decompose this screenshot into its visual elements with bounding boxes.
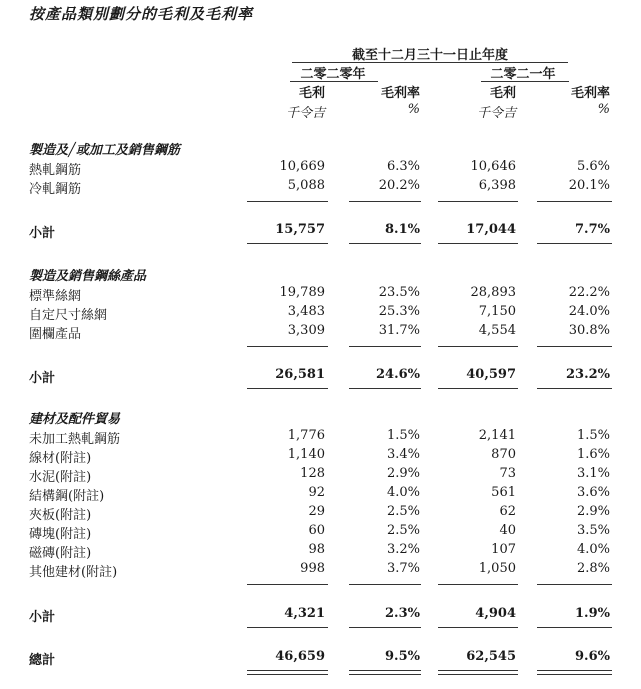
- table-row: [0, 178, 641, 197]
- subtotal-rule-bottom: [247, 388, 328, 389]
- table-row: [0, 447, 641, 466]
- gpm-2021: 2.8%: [576, 561, 610, 576]
- gp-2021: 28,893: [470, 285, 516, 300]
- table-row: [0, 485, 641, 504]
- subtotal-row: [0, 222, 641, 241]
- subtotal-rule-top: [537, 584, 612, 585]
- row-label: 線材(附註): [29, 451, 92, 466]
- section-title-rebar: 製造及╱或加工及銷售鋼筋: [29, 143, 180, 158]
- subtotal-rule-bottom: [438, 243, 518, 244]
- table-row: [0, 523, 641, 542]
- table-row: [0, 561, 641, 580]
- table-row: [0, 466, 641, 485]
- gpm-2020: 23.5%: [378, 285, 420, 300]
- gp-2020: 46,659: [275, 649, 325, 664]
- gpm-2020: 1.5%: [386, 428, 420, 443]
- subtotal-rule-bottom: [537, 388, 612, 389]
- row-label: 圍欄產品: [29, 327, 82, 342]
- gpm-2020: 24.6%: [375, 367, 420, 382]
- gpm-2020: 25.3%: [378, 304, 420, 319]
- row-label: 小計: [29, 226, 56, 241]
- year-2020-header: 二零二零年: [300, 67, 366, 82]
- gp-2021: 10,646: [470, 159, 516, 174]
- row-label: 冷軋鋼筋: [29, 182, 82, 197]
- total-double-rule: [537, 670, 612, 675]
- table-row: [0, 428, 641, 447]
- gpm-2021: 1.5%: [576, 428, 610, 443]
- subtotal-rule-bottom: [537, 243, 612, 244]
- subtotal-rule-bottom: [537, 627, 612, 628]
- gpm-2020: 2.5%: [386, 523, 420, 538]
- subtotal-rule-bottom: [438, 388, 518, 389]
- row-label: 水泥(附註): [29, 470, 92, 485]
- subtotal-rule-top: [537, 346, 612, 347]
- gp-2021: 2,141: [478, 428, 516, 443]
- table-row: [0, 542, 641, 561]
- table-row: [0, 323, 641, 342]
- gpm-2021: 2.9%: [576, 504, 610, 519]
- gp-2020: 10,669: [279, 159, 325, 174]
- gp-2021: 73: [499, 466, 516, 481]
- gp-2020: 5,088: [287, 178, 325, 193]
- section-title-trading: 建材及配件貿易: [29, 412, 121, 427]
- gpm-2021: 3.1%: [576, 466, 610, 481]
- row-label: 小計: [29, 610, 56, 625]
- gp-2020: 998: [300, 561, 325, 576]
- col-gp-2021: 毛利: [489, 86, 516, 101]
- subtotal-rule-top: [349, 584, 421, 585]
- gp-2021: 1,050: [478, 561, 516, 576]
- page-title: 按產品類別劃分的毛利及毛利率: [29, 5, 254, 23]
- unit-gp-2020: 千令吉: [285, 106, 325, 121]
- subtotal-rule-top: [537, 201, 612, 202]
- gpm-2020: 2.3%: [385, 606, 420, 621]
- gp-2021: 62: [499, 504, 516, 519]
- gpm-2021: 4.0%: [576, 542, 610, 557]
- subtotal-rule-bottom: [349, 243, 421, 244]
- row-label: 熱軋鋼筋: [29, 163, 82, 178]
- subtotal-rule-top: [349, 201, 421, 202]
- gpm-2020: 8.1%: [385, 222, 420, 237]
- row-label: 其他建材(附註): [29, 565, 118, 580]
- gp-2020: 60: [308, 523, 325, 538]
- gpm-2020: 3.7%: [386, 561, 420, 576]
- col-gpm-2020: 毛利率: [380, 86, 420, 101]
- gpm-2021: 7.7%: [575, 222, 610, 237]
- grand-total-row: [0, 649, 641, 668]
- gp-2020: 1,140: [287, 447, 325, 462]
- gp-2020: 4,321: [284, 606, 325, 621]
- gp-2020: 98: [308, 542, 325, 557]
- gpm-2021: 23.2%: [565, 367, 610, 382]
- unit-gp-2021: 千令吉: [476, 106, 516, 121]
- gpm-2020: 4.0%: [386, 485, 420, 500]
- gpm-2021: 22.2%: [568, 285, 610, 300]
- subtotal-rule-top: [438, 346, 518, 347]
- gp-2020: 26,581: [275, 367, 325, 382]
- total-double-rule: [438, 670, 518, 675]
- gpm-2021: 5.6%: [576, 159, 610, 174]
- gp-2021: 6,398: [478, 178, 516, 193]
- gp-2021: 561: [491, 485, 516, 500]
- gpm-2021: 20.1%: [568, 178, 610, 193]
- row-label: 總計: [29, 653, 56, 668]
- row-label: 未加工熱軋鋼筋: [29, 432, 121, 447]
- gpm-2021: 1.9%: [575, 606, 610, 621]
- unit-pct-2020: %: [407, 102, 420, 117]
- gp-2020: 128: [300, 466, 325, 481]
- gp-2020: 1,776: [287, 428, 325, 443]
- gp-2020: 15,757: [275, 222, 325, 237]
- table-row: [0, 159, 641, 178]
- gp-2021: 40,597: [466, 367, 516, 382]
- gp-2021: 17,044: [466, 222, 516, 237]
- gpm-2020: 2.5%: [386, 504, 420, 519]
- row-label: 磚塊(附註): [29, 527, 92, 542]
- row-label: 磁磚(附註): [29, 546, 92, 561]
- gp-2021: 7,150: [478, 304, 516, 319]
- gp-2021: 107: [491, 542, 516, 557]
- row-label: 標準絲網: [29, 289, 82, 304]
- gp-2021: 4,904: [475, 606, 516, 621]
- gpm-2021: 1.6%: [576, 447, 610, 462]
- table-row: [0, 304, 641, 323]
- subtotal-rule-bottom: [247, 243, 328, 244]
- unit-pct-2021: %: [597, 102, 610, 117]
- gpm-2021: 3.6%: [576, 485, 610, 500]
- section-title-wire: 製造及銷售鋼絲產品: [29, 269, 147, 284]
- subtotal-row: [0, 606, 641, 625]
- gp-2021: 4,554: [478, 323, 516, 338]
- subtotal-rule-bottom: [349, 388, 421, 389]
- subtotal-rule-top: [247, 201, 328, 202]
- total-double-rule: [247, 670, 328, 675]
- row-label: 小計: [29, 371, 56, 386]
- subtotal-rule-bottom: [349, 627, 421, 628]
- row-label: 結構鋼(附註): [29, 489, 105, 504]
- col-gp-2020: 毛利: [298, 86, 325, 101]
- gpm-2020: 9.5%: [385, 649, 420, 664]
- gpm-2020: 3.2%: [386, 542, 420, 557]
- gp-2021: 870: [491, 447, 516, 462]
- gp-2020: 19,789: [279, 285, 325, 300]
- subtotal-row: [0, 367, 641, 386]
- gpm-2020: 6.3%: [386, 159, 420, 174]
- gp-2021: 62,545: [466, 649, 516, 664]
- table-row: [0, 285, 641, 304]
- subtotal-rule-top: [438, 201, 518, 202]
- total-double-rule: [349, 670, 421, 675]
- gp-2020: 3,483: [287, 304, 325, 319]
- subtotal-rule-top: [247, 346, 328, 347]
- row-label: 自定尺寸絲網: [29, 308, 108, 323]
- year-2021-header: 二零二一年: [490, 67, 556, 82]
- gpm-2020: 3.4%: [386, 447, 420, 462]
- gpm-2021: 9.6%: [575, 649, 610, 664]
- gp-2020: 3,309: [287, 323, 325, 338]
- gpm-2021: 3.5%: [576, 523, 610, 538]
- subtotal-rule-bottom: [247, 627, 328, 628]
- gpm-2020: 31.7%: [378, 323, 420, 338]
- col-gpm-2021: 毛利率: [570, 86, 610, 101]
- gp-2020: 92: [308, 485, 325, 500]
- subtotal-rule-top: [349, 346, 421, 347]
- gpm-2021: 24.0%: [568, 304, 610, 319]
- gp-2021: 40: [499, 523, 516, 538]
- gpm-2020: 20.2%: [378, 178, 420, 193]
- table-row: [0, 504, 641, 523]
- period-header: 截至十二月三十一日止年度: [351, 48, 508, 63]
- gp-2020: 29: [308, 504, 325, 519]
- subtotal-rule-bottom: [438, 627, 518, 628]
- gpm-2021: 30.8%: [568, 323, 610, 338]
- subtotal-rule-top: [438, 584, 518, 585]
- row-label: 夾板(附註): [29, 508, 92, 523]
- gpm-2020: 2.9%: [386, 466, 420, 481]
- subtotal-rule-top: [247, 584, 328, 585]
